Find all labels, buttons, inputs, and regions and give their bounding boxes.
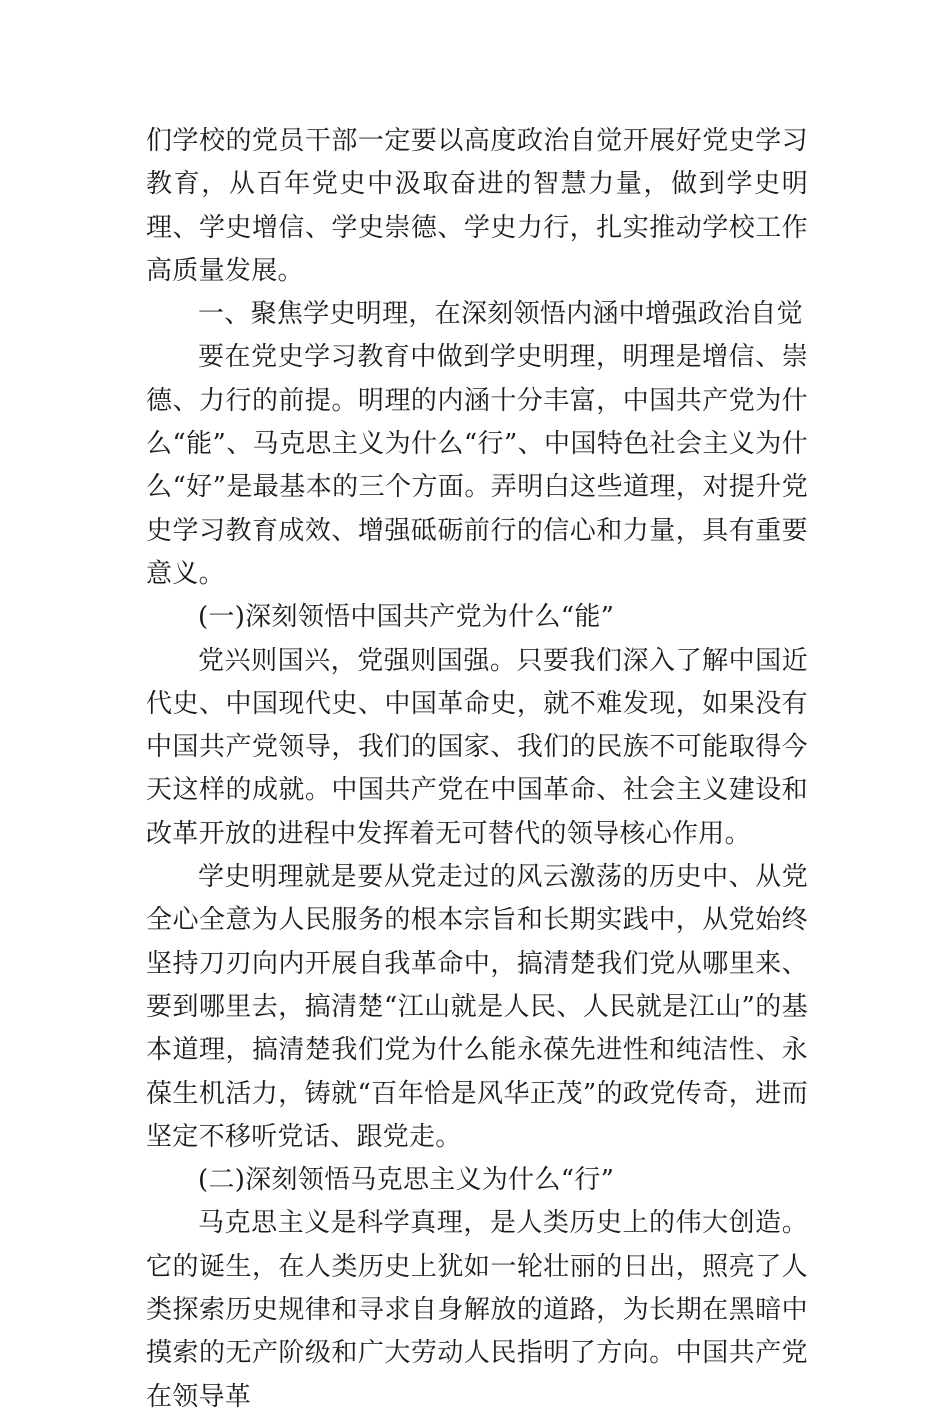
subsection-heading-1: (一)深刻领悟中国共产党为什么“能” (198, 602, 615, 633)
paragraph-body: 马克思主义是科学真理，是人类历史上的伟大创造。它的诞生，在人类历史上犹如一轮壮丽的日出，照亮了人类探索历史规律和寻求自身解放的道路，为长期在黑暗中摸索的无产阶级和广大劳动人民指明了方向。中国共产党在领导革 (146, 1208, 808, 1412)
document-body (146, 120, 808, 1419)
paragraph-body: 党兴则国兴，党强则国强。只要我们深入了解中国近代史、中国现代史、中国革命史，就不难发现，如果没有中国共产党领导，我们的国家、我们的民族不可能取得今天这样的成就。中国共产党在中国革命、社会主义建设和改革开放的进程中发挥着无可替代的领导核心作用。 (146, 645, 808, 849)
subsection-heading-2: (二)深刻领悟马克思主义为什么“行” (198, 1165, 615, 1196)
paragraph-body: 要在党史学习教育中做到学史明理，明理是增信、崇德、力行的前提。明理的内涵十分丰富，中国共产党为什么“能”、马克思主义为什么“行”、中国特色社会主义为什么“好”是最基本的三个方面。弄明白这些道理，对提升党史学习教育成效、增强砥砺前行的信心和力量，具有重要意义。 (146, 342, 808, 589)
paragraph-continuation: 们学校的党员干部一定要以高度政治自觉开展好党史学习教育，从百年党史中汲取奋进的智慧力量，做到学史明理、学史增信、学史崇德、学史力行，扎实推动学校工作高质量发展。 (146, 126, 808, 286)
section-heading-1: 一、聚焦学史明理，在深刻领悟内涵中增强政治自觉 (198, 299, 803, 330)
paragraph-body: 学史明理就是要从党走过的风云激荡的历史中、从党全心全意为人民服务的根本宗旨和长期实践中，从党始终坚持刀刃向内开展自我革命中，搞清楚我们党从哪里来、要到哪里去，搞清楚“江山就是人民、人民就是江山”的基本道理，搞清楚我们党为什么能永葆先进性和纯洁性、永葆生机活力，铸就“百年恰是风华正茂”的政党传奇，进而坚定不移听党话、跟党走。 (146, 862, 808, 1152)
